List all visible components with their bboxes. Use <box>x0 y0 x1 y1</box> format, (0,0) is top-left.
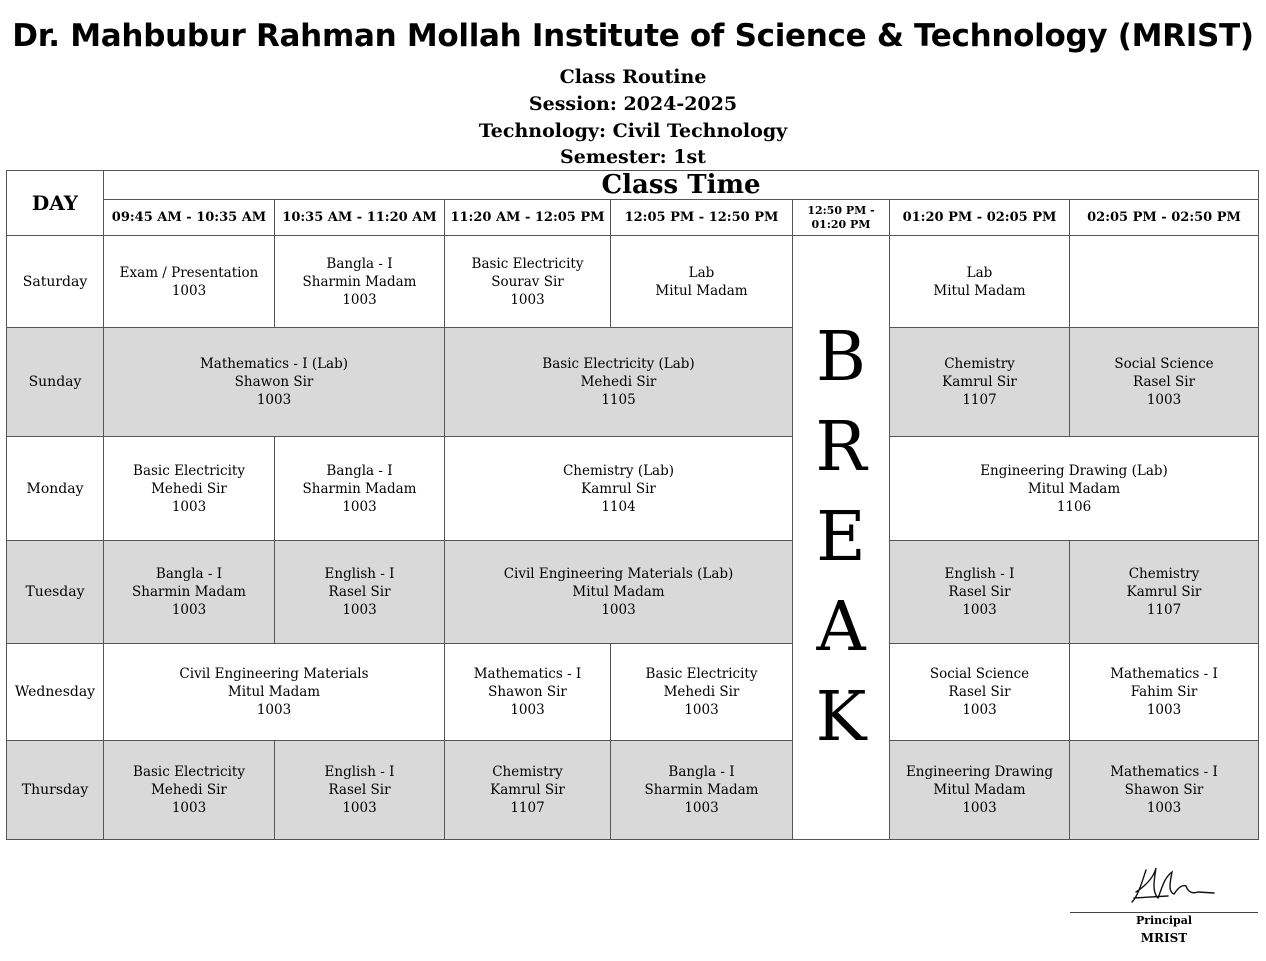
class-cell-line: Mathematics - I <box>473 666 582 682</box>
class-cell-line: Sharmin Madam <box>644 782 759 798</box>
class-cell <box>275 741 445 840</box>
class-cell <box>104 541 275 644</box>
class-cell-line: Bangla - I <box>326 462 393 479</box>
class-cell <box>890 236 1070 328</box>
class-cell-line: Sharmin Madam <box>132 584 246 600</box>
day-row-wednesday <box>7 644 1259 741</box>
day-row-sunday <box>7 328 1259 437</box>
class-cell-line: 1003 <box>171 800 207 816</box>
break-letter: K <box>815 677 867 757</box>
class-cell-line: Basic Electricity <box>133 462 245 479</box>
day-header: DAY <box>7 171 104 236</box>
class-cell-line: Mathematics - I <box>1110 666 1218 682</box>
class-cell <box>1070 541 1259 644</box>
slot-header: 11:20 AM - 12:05 PM <box>445 200 611 236</box>
class-cell-line: Mathematics - I (Lab) <box>199 356 349 372</box>
class-cell <box>890 541 1070 644</box>
class-cell-line: Engineering Drawing (Lab) <box>980 462 1168 479</box>
slot-header: 10:35 AM - 11:20 AM <box>275 200 445 236</box>
class-cell-line: Rasel Sir <box>328 584 391 600</box>
class-cell <box>275 541 445 644</box>
semester-label: Semester: 1st <box>560 146 706 168</box>
class-cell-line: Bangla - I <box>326 255 393 272</box>
class-cell-line: 1003 <box>510 702 545 718</box>
class-cell-line: Civil Engineering Materials (Lab) <box>503 566 734 582</box>
break-letter: B <box>816 317 866 397</box>
class-cell-line: 1003 <box>342 291 377 308</box>
class-cell-line: Chemistry (Lab) <box>562 462 675 479</box>
class-cell <box>445 644 611 741</box>
class-cell-line: 1104 <box>601 498 636 515</box>
day-name: Thursday <box>7 741 104 840</box>
slot-header: 02:05 PM - 02:50 PM <box>1070 200 1259 236</box>
technology-label: Technology: Civil Technology <box>478 120 788 142</box>
class-cell-line: English - I <box>324 764 395 780</box>
institute-title: Dr. Mahbubur Rahman Mollah Institute of Science & Technology (MRIST) <box>12 18 1254 54</box>
org-label: MRIST <box>1140 931 1188 945</box>
class-cell-line: Rasel Sir <box>948 684 1011 700</box>
principal-label: Principal <box>1135 914 1193 927</box>
class-cell-line: 1107 <box>962 392 997 408</box>
class-cell-line: Social Science <box>1114 356 1214 372</box>
signature-line <box>1070 912 1258 913</box>
class-cell-line: 1003 <box>1146 800 1182 816</box>
class-cell-line: 1003 <box>342 498 377 515</box>
class-cell-line: Rasel Sir <box>948 584 1011 600</box>
slot-header: 01:20 PM - 02:05 PM <box>890 200 1070 236</box>
class-cell-line: Bangla - I <box>668 764 735 780</box>
session-label: Session: 2024-2025 <box>528 93 738 115</box>
class-cell-line: Mitul Madam <box>933 782 1026 798</box>
break-slot-header: 12:50 PM - 01:20 PM <box>793 200 890 236</box>
class-cell <box>104 236 275 328</box>
class-cell-line: Mitul Madam <box>933 282 1026 299</box>
class-cell-line: Mitul Madam <box>227 684 321 700</box>
class-cell-line: Kamrul Sir <box>490 782 565 798</box>
class-cell-line: Rasel Sir <box>1132 374 1196 390</box>
class-cell-line: Mitul Madam <box>655 282 748 299</box>
class-cell-line: Chemistry <box>944 356 1015 372</box>
class-cell-line: 1003 <box>342 602 377 618</box>
principal-signature <box>1128 862 1218 908</box>
class-cell-line: Chemistry <box>1128 566 1200 582</box>
class-cell-line: 1003 <box>684 702 719 718</box>
class-cell-line: Lab <box>688 264 715 281</box>
class-cell-line: 1003 <box>601 602 636 618</box>
class-cell-line: Rasel Sir <box>328 782 391 798</box>
class-cell-line: 1003 <box>962 800 997 816</box>
class-cell-line: 1003 <box>684 800 719 816</box>
class-cell-line: Bangla - I <box>155 566 223 582</box>
day-row-monday <box>7 437 1259 541</box>
class-cell <box>611 644 793 741</box>
class-cell-line: Mehedi Sir <box>663 684 740 700</box>
class-cell-line: Kamrul Sir <box>1126 584 1202 600</box>
class-cell <box>104 437 275 541</box>
class-cell-empty <box>1070 236 1259 328</box>
day-name: Wednesday <box>7 644 104 741</box>
class-cell-line: Sharmin Madam <box>302 480 417 497</box>
class-cell <box>445 236 611 328</box>
class-cell-line: Basic Electricity <box>471 255 584 272</box>
class-cell <box>1070 328 1259 437</box>
class-cell-line: Shawon Sir <box>488 684 567 700</box>
class-cell <box>445 437 793 541</box>
day-name: Sunday <box>7 328 104 437</box>
class-cell-line: Exam / Presentation <box>119 264 259 281</box>
class-cell-line: Kamrul Sir <box>942 374 1017 390</box>
doc-title: Class Routine <box>559 66 707 88</box>
class-cell <box>104 328 445 437</box>
class-cell-line: Mehedi Sir <box>151 782 227 798</box>
class-cell-line: 1003 <box>510 291 545 308</box>
class-cell <box>890 644 1070 741</box>
day-name: Tuesday <box>7 541 104 644</box>
break-letter: R <box>815 407 867 487</box>
class-cell-line: Sharmin Madam <box>302 273 417 290</box>
class-cell <box>104 741 275 840</box>
day-row-saturday <box>7 236 1259 328</box>
class-cell-line: Mitul Madam <box>572 584 665 600</box>
class-cell <box>890 328 1070 437</box>
class-cell-line: 1003 <box>171 282 207 299</box>
class-cell-line: 1107 <box>1146 602 1182 618</box>
day-row-tuesday <box>7 541 1259 644</box>
class-cell-line: 1003 <box>256 392 292 408</box>
break-column <box>793 236 890 840</box>
class-cell-line: Shawon Sir <box>1124 782 1204 798</box>
class-cell-line: English - I <box>324 566 395 582</box>
class-cell <box>445 328 793 437</box>
class-cell-line: 1105 <box>601 392 636 408</box>
class-cell-line: 1106 <box>1056 498 1092 515</box>
class-cell <box>445 541 793 644</box>
class-cell-line: Sourav Sir <box>491 273 564 290</box>
class-cell-line: Basic Electricity <box>133 764 245 780</box>
class-cell-line: Fahim Sir <box>1130 684 1198 700</box>
class-cell <box>104 644 445 741</box>
day-row-thursday <box>7 741 1259 840</box>
class-time-header: Class Time <box>104 171 1259 200</box>
routine-table <box>6 170 1259 840</box>
class-cell-line: Civil Engineering Materials <box>179 666 369 682</box>
class-cell-line: 1003 <box>342 800 377 816</box>
class-cell-line: 1003 <box>962 602 997 618</box>
class-cell <box>1070 644 1259 741</box>
class-cell-line: 1003 <box>171 602 207 618</box>
class-cell-line: 1003 <box>1146 702 1182 718</box>
class-cell-line: Mehedi Sir <box>151 480 227 497</box>
class-cell <box>275 437 445 541</box>
class-cell <box>890 437 1259 541</box>
class-cell-line: 1003 <box>1146 392 1182 408</box>
slot-header: 09:45 AM - 10:35 AM <box>104 200 275 236</box>
break-letter: A <box>816 587 866 667</box>
class-cell-line: 1107 <box>510 800 545 816</box>
slot-header: 12:05 PM - 12:50 PM <box>611 200 793 236</box>
class-cell-line: Engineering Drawing <box>905 764 1054 780</box>
class-cell-line: 1003 <box>962 702 997 718</box>
class-cell-line: 1003 <box>256 702 292 718</box>
class-cell-line: Basic Electricity (Lab) <box>542 356 695 372</box>
class-cell-line: Kamrul Sir <box>581 480 656 497</box>
class-cell-line: Shawon Sir <box>234 374 314 390</box>
day-name: Saturday <box>7 236 104 328</box>
class-cell-line: Mitul Madam <box>1027 480 1121 497</box>
class-cell-line: 1003 <box>171 498 207 515</box>
class-cell <box>611 741 793 840</box>
class-cell-line: Mehedi Sir <box>580 374 657 390</box>
class-cell <box>611 236 793 328</box>
class-cell-line: Social Science <box>929 666 1030 682</box>
class-cell-line: English - I <box>944 566 1015 582</box>
class-cell-line: Basic Electricity <box>645 666 758 682</box>
class-cell <box>445 741 611 840</box>
class-cell <box>275 236 445 328</box>
break-letter: E <box>816 497 866 577</box>
class-cell-line: Lab <box>966 264 993 281</box>
class-cell <box>890 741 1070 840</box>
class-cell-line: Chemistry <box>492 764 563 780</box>
class-cell-line: Mathematics - I <box>1110 764 1218 780</box>
day-name: Monday <box>7 437 104 541</box>
class-cell <box>1070 741 1259 840</box>
